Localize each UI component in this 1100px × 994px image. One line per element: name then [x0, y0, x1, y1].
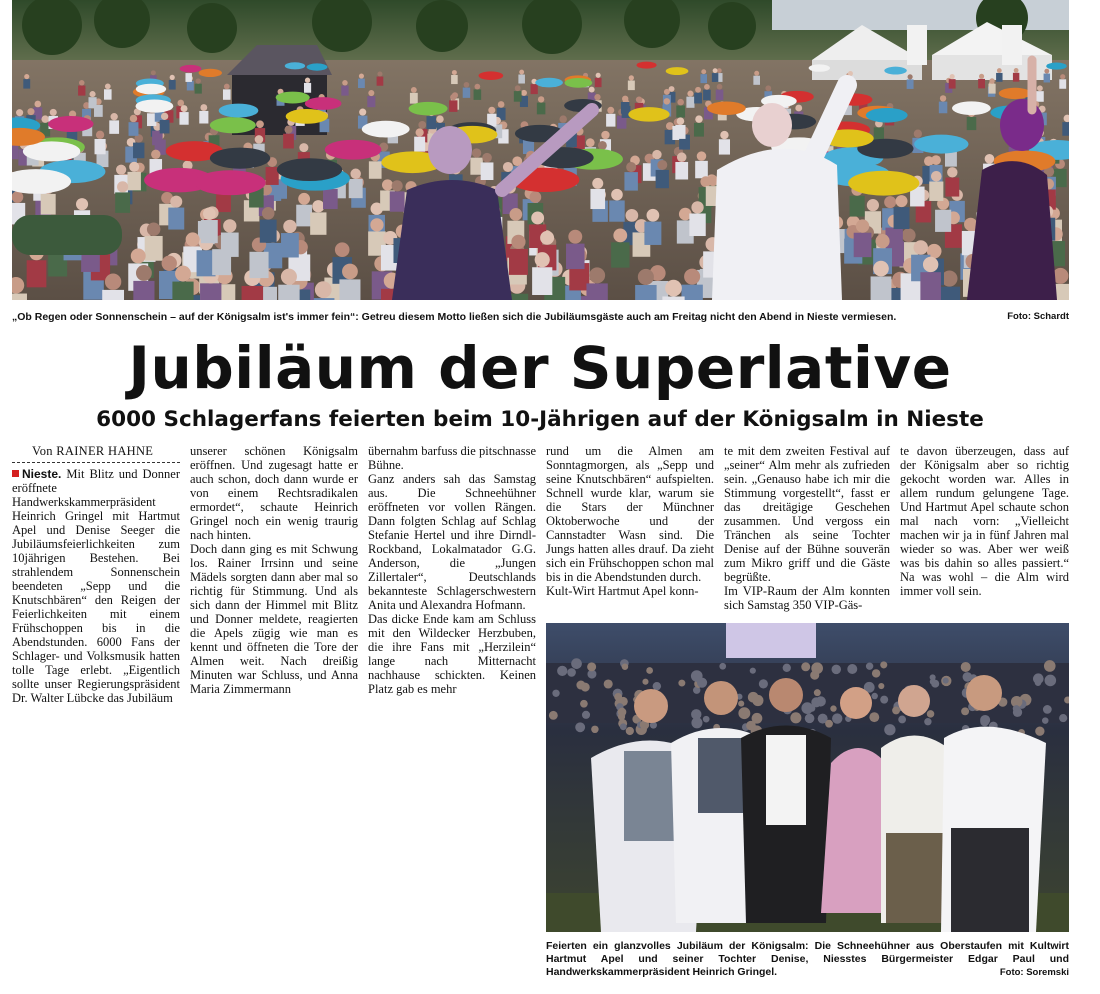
article-headline: Jubiläum der Superlative [128, 334, 952, 402]
column-3-paragraph-1: übernahm barfuss die pitschnasse Bühne. [368, 444, 536, 472]
article-column-6 [900, 444, 1069, 598]
article-subheadline: 6000 Schlagerfans feierten beim 10-Jährigen auf der Königsalm in Nieste [96, 407, 984, 432]
top-photo-caption [12, 310, 1069, 324]
article-column-2 [190, 444, 358, 696]
dateline-marker-icon [12, 470, 19, 477]
article-column-1 [12, 444, 180, 705]
column-4-paragraph-2: Kult-Wirt Hartmut Apel konn- [546, 584, 699, 598]
column-5-paragraph-1: te mit dem zweiten Festival auf „seiner“ Alm mehr als zufrieden sein. „Genauso habe ich mir die Stimmung vorgestellt“, fasst er das dreitägige Geschehen zusammen. Und vergoss ein Tränchen als seine Tochter Denise auf der Bühne souverän zum Mikro griff und die Gäste begrüßte. [724, 444, 890, 584]
top-caption-text: „Ob Regen oder Sonnenschein – auf der Königsalm ist's immer fein“: Getreu diesem Motto ließen sich die Jubiläumsgäste auch am Freitag nicht den Abend in Nieste vermiesen. [12, 311, 897, 323]
byline: Von RAINER HAHNE [32, 444, 154, 458]
column-1-paragraph [12, 467, 180, 705]
group-portrait-image [546, 623, 1069, 932]
top-photo-credit: Foto: Schardt [1007, 311, 1069, 322]
column-6-paragraph-1: te davon überzeugen, dass auf der Königsalm aber so richtig gekocht worden war. Alles in allem rundum gelungene Tage. Und Hartmut Apel schaute schon mal nach vorn: „Vielleicht machen wir ja in fünf Jahren mal wieder so was. Aber wer weiß was bis dahin so alles passiert.“ Na was wohl – die Alm wird immer voll sein. [900, 444, 1069, 598]
column-4-paragraph-1: rund um die Almen am Sonntagmorgen, als „Sepp und seine Knutschbären“ aufspielten. Schnell wurde klar, warum sie die Stars der Münchner Oktoberwoche und der Cannstadter Wasn sind. Die Jungs hatten alles drauf. Da zieht sich ein Frühschoppen schon mal bis in die Abendstunden durch. [546, 444, 714, 584]
bottom-caption-text: Feierten ein glanzvolles Jubiläum der Königsalm: Die Schneehühner aus Oberstaufen mit Kultwirt Hartmut Apel und seiner Tochter Denise, Niesstes Bürgermeister Edgar Paul und Handwerkskammerpräsident Heinrich Gringel. [546, 940, 1069, 978]
column-3-paragraph-2: Ganz anders sah das Samstag aus. Die Schneehühner eröffneten vor vollen Rängen. Dann folgten Schlag auf Schlag Stefanie Hertel und ihre Dirndl-Rockband, Lokalmatador G.G. Anderson, die „Jungen Zillertaler“, Deutschlands bekannteste Schlagerschwestern Anita und Alexandra Hofmann. [368, 472, 536, 612]
column-2-paragraph-2: Doch dann ging es mit Schwung los. Rainer Irrsinn und seine Mädels sorgten dann aber mal so richtig für Stimmung. Und als sich dann der Himmel mit Blitz und Donner meldete, reagierten die Apels zügig wie man es kennt und öffneten die Tore der Almen weit. Nach dreißig Minuten war Schluss, und Anna Maria Zimmermann [190, 542, 358, 696]
bottom-group-photo [546, 623, 1069, 932]
column-5-paragraph-2: Im VIP-Raum der Alm konnten sich Samstag 350 VIP-Gäs- [724, 584, 890, 612]
byline-divider [12, 462, 180, 463]
article-column-5 [724, 444, 890, 612]
bottom-photo-credit: Foto: Soremski [999, 967, 1069, 978]
dateline: Nieste. [22, 467, 62, 481]
column-3-paragraph-3: Das dicke Ende kam am Schluss mit den Wildecker Herzbuben, die ihre Fans mit „Herzilein“ lange nach Mitternacht nachhause schickten. Keinen Platz gab es mehr [368, 612, 536, 696]
top-concert-photo [12, 0, 1069, 300]
concert-crowd-image [12, 0, 1069, 300]
column-1-text: Mit Blitz und Donner eröffnete Handwerkskammerpräsident Heinrich Gringel mit Hartmut Apel und Denise Seeger die Jubiläumsfeierlichkeiten zum 10jährigen Bestehen. Bei strahlendem Sonnenschein beendeten „Sepp und die Knutschbären“ den Reigen der Feierlichkeiten mit einem Frühschoppen bis in die Abendstunden. 6000 Fans der Schlager- und Volksmusik hatten tolle Tage erlebt. „Eigentlich sollte unser Regierungspräsident Dr. Walter Lübcke das Jubiläum [12, 467, 181, 705]
article-column-4 [546, 444, 714, 598]
column-2-paragraph-1: unserer schönen Königsalm eröffnen. Und zugesagt hatte er auch schon, doch dann wurde er von einem Rechtsradikalen ermordet“, schaute Heinrich Gringel noch ein wenig traurig nach hinten. [190, 444, 358, 542]
bottom-photo-caption [546, 940, 1069, 979]
article-column-3 [368, 444, 536, 696]
